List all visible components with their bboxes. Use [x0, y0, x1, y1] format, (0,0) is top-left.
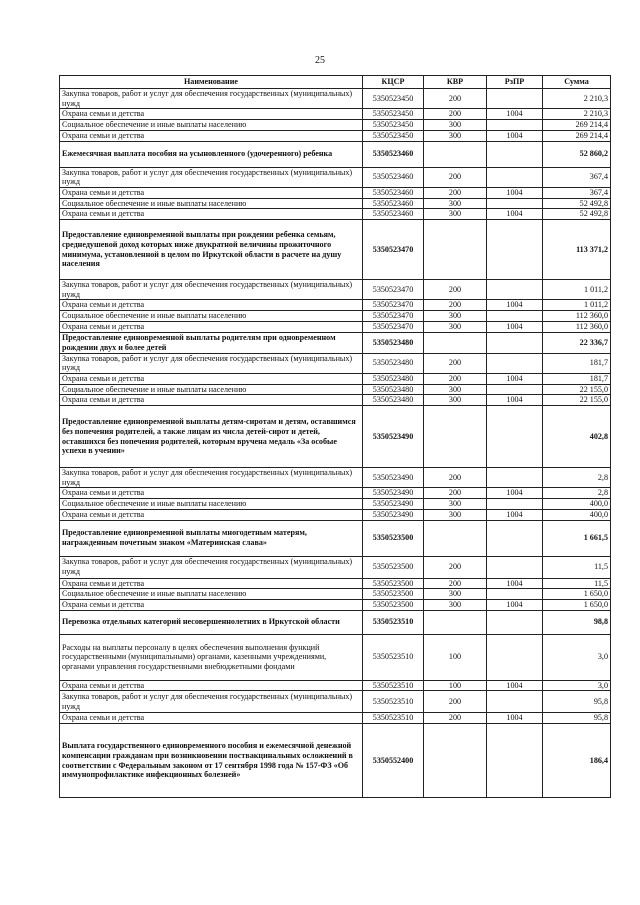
cell-name: Охрана семьи и детства	[60, 300, 363, 311]
table-header-row	[60, 76, 611, 89]
cell-name: Социальное обеспечение и иные выплаты населению	[60, 499, 363, 510]
cell-sum: 113 371,2	[543, 220, 611, 280]
table-row	[60, 680, 611, 691]
cell-sum: 1 650,0	[543, 599, 611, 610]
cell-sum: 52 492,8	[543, 198, 611, 209]
cell-sum: 1 661,5	[543, 520, 611, 556]
cell-kcsr: 5350523460	[363, 141, 424, 167]
cell-rzpr	[487, 384, 543, 395]
cell-kvr	[424, 332, 487, 353]
cell-kcsr: 5350523490	[363, 509, 424, 520]
cell-kcsr: 5350523500	[363, 599, 424, 610]
cell-kcsr: 5350523450	[363, 120, 424, 131]
table-row	[60, 578, 611, 589]
cell-rzpr	[487, 724, 543, 798]
table-row	[60, 384, 611, 395]
cell-sum: 95,8	[543, 691, 611, 713]
cell-name: Охрана семьи и детства	[60, 680, 363, 691]
cell-kvr: 300	[424, 395, 487, 406]
cell-name: Закупка товаров, работ и услуг для обеспечения государственных (муниципальных) нужд	[60, 691, 363, 713]
cell-rzpr	[487, 198, 543, 209]
table-row	[60, 141, 611, 167]
cell-name: Охрана семьи и детства	[60, 509, 363, 520]
cell-name: Расходы на выплаты персоналу в целях обеспечения выполнения функций государственными (муниципальными) органами, казенными учреждениями, органами управления государственными внебюджетными фондами	[60, 634, 363, 680]
cell-kvr: 200	[424, 556, 487, 578]
cell-sum: 1 011,2	[543, 300, 611, 311]
cell-kvr: 300	[424, 130, 487, 141]
cell-kvr	[424, 406, 487, 468]
cell-kcsr: 5350523490	[363, 488, 424, 499]
cell-kvr: 200	[424, 691, 487, 713]
cell-sum: 11,5	[543, 556, 611, 578]
table-row	[60, 332, 611, 353]
page-number: 25	[315, 55, 325, 66]
table-row	[60, 610, 611, 634]
cell-sum: 95,8	[543, 713, 611, 724]
header-rzpr: РзПР	[487, 76, 543, 89]
cell-rzpr	[487, 353, 543, 373]
cell-kvr: 200	[424, 89, 487, 109]
cell-sum: 52 860,2	[543, 141, 611, 167]
cell-kvr: 200	[424, 488, 487, 499]
cell-kcsr: 5350523450	[363, 109, 424, 120]
cell-sum: 400,0	[543, 509, 611, 520]
cell-name: Охрана семьи и детства	[60, 713, 363, 724]
cell-name: Охрана семьи и детства	[60, 109, 363, 120]
cell-kvr: 300	[424, 599, 487, 610]
cell-sum: 11,5	[543, 578, 611, 589]
cell-kvr: 300	[424, 311, 487, 322]
cell-kvr: 200	[424, 280, 487, 300]
cell-sum: 3,0	[543, 634, 611, 680]
cell-rzpr	[487, 220, 543, 280]
cell-kvr: 300	[424, 198, 487, 209]
header-kcsr: КЦСР	[363, 76, 424, 89]
cell-kcsr: 5350523500	[363, 520, 424, 556]
cell-rzpr	[487, 311, 543, 322]
cell-rzpr: 1004	[487, 373, 543, 384]
table-row	[60, 109, 611, 120]
cell-sum: 2,8	[543, 488, 611, 499]
cell-kvr: 100	[424, 634, 487, 680]
table-row	[60, 724, 611, 798]
cell-name: Ежемесячная выплата пособия на усыновленного (удочеренного) ребенка	[60, 141, 363, 167]
cell-rzpr: 1004	[487, 209, 543, 220]
cell-kvr: 300	[424, 499, 487, 510]
cell-rzpr	[487, 280, 543, 300]
table-row	[60, 488, 611, 499]
cell-sum: 2 210,3	[543, 89, 611, 109]
cell-sum: 52 492,8	[543, 209, 611, 220]
cell-name: Охрана семьи и детства	[60, 578, 363, 589]
cell-kcsr: 5350523500	[363, 578, 424, 589]
cell-rzpr: 1004	[487, 300, 543, 311]
cell-sum: 112 360,0	[543, 321, 611, 332]
cell-kvr: 200	[424, 353, 487, 373]
cell-rzpr	[487, 634, 543, 680]
table-row	[60, 520, 611, 556]
budget-table	[59, 75, 611, 798]
cell-rzpr: 1004	[487, 130, 543, 141]
cell-kcsr: 5350523470	[363, 220, 424, 280]
table-row	[60, 130, 611, 141]
cell-name: Социальное обеспечение и иные выплаты населению	[60, 384, 363, 395]
cell-kcsr: 5350523510	[363, 713, 424, 724]
cell-name: Выплата государственного единовременного пособия и ежемесячной денежной компенсации гражданам при возникновении поствакцинальных осложнений в соответствии с Федеральным законом от 17 сентября 1998 года № 157-ФЗ «Об иммунопрофилактике инфекционных болезней»	[60, 724, 363, 798]
cell-name: Социальное обеспечение и иные выплаты населению	[60, 311, 363, 322]
cell-kvr: 200	[424, 713, 487, 724]
cell-rzpr: 1004	[487, 187, 543, 198]
table-row	[60, 499, 611, 510]
cell-rzpr	[487, 167, 543, 187]
table-row	[60, 713, 611, 724]
cell-sum: 112 360,0	[543, 311, 611, 322]
cell-kcsr: 5350523470	[363, 280, 424, 300]
cell-name: Охрана семьи и детства	[60, 209, 363, 220]
table-row	[60, 691, 611, 713]
cell-kcsr: 5350523510	[363, 610, 424, 634]
cell-kcsr: 5350523510	[363, 691, 424, 713]
cell-kcsr: 5350523480	[363, 353, 424, 373]
cell-rzpr	[487, 556, 543, 578]
cell-kvr: 200	[424, 187, 487, 198]
cell-name: Перевозка отдельных категорий несовершеннолетних в Иркутской области	[60, 610, 363, 634]
cell-name: Охрана семьи и детства	[60, 395, 363, 406]
cell-kcsr: 5350523470	[363, 311, 424, 322]
cell-kcsr: 5350523480	[363, 395, 424, 406]
cell-kcsr: 5350523490	[363, 468, 424, 488]
cell-rzpr	[487, 141, 543, 167]
cell-sum: 22 336,7	[543, 332, 611, 353]
cell-sum: 181,7	[543, 353, 611, 373]
header-name: Наименование	[60, 76, 363, 89]
cell-rzpr	[487, 589, 543, 600]
cell-name: Охрана семьи и детства	[60, 187, 363, 198]
cell-kcsr: 5350523450	[363, 130, 424, 141]
cell-name: Охрана семьи и детства	[60, 373, 363, 384]
cell-rzpr	[487, 332, 543, 353]
cell-kvr: 300	[424, 509, 487, 520]
cell-sum: 181,7	[543, 373, 611, 384]
cell-sum: 98,8	[543, 610, 611, 634]
cell-rzpr: 1004	[487, 321, 543, 332]
cell-sum: 1 650,0	[543, 589, 611, 600]
cell-rzpr: 1004	[487, 680, 543, 691]
cell-rzpr: 1004	[487, 713, 543, 724]
table-row	[60, 556, 611, 578]
cell-sum: 22 155,0	[543, 384, 611, 395]
cell-kvr: 300	[424, 120, 487, 131]
cell-rzpr: 1004	[487, 395, 543, 406]
cell-name: Закупка товаров, работ и услуг для обеспечения государственных (муниципальных) нужд	[60, 468, 363, 488]
cell-rzpr	[487, 89, 543, 109]
cell-name: Предоставление единовременной выплаты детям-сиротам и детям, оставшимся без попечения родителей, а также лицам из числа детей-сирот и детей, оставшихся без попечения родителей, которым вручена медаль «За особые успехи в учении»	[60, 406, 363, 468]
table-row	[60, 599, 611, 610]
cell-sum: 367,4	[543, 167, 611, 187]
cell-kcsr: 5350523470	[363, 300, 424, 311]
table-row	[60, 353, 611, 373]
cell-rzpr	[487, 691, 543, 713]
cell-sum: 400,0	[543, 499, 611, 510]
table-row	[60, 89, 611, 109]
table-row	[60, 634, 611, 680]
cell-kcsr: 5350523460	[363, 198, 424, 209]
cell-kcsr: 5350523460	[363, 167, 424, 187]
cell-name: Предоставление единовременной выплаты при рождении ребенка семьям, среднедушевой доход которых ниже двукратной величины прожиточного минимума, установленной в целом по Иркутской области в расчете на душу населения	[60, 220, 363, 280]
cell-rzpr: 1004	[487, 599, 543, 610]
cell-sum: 186,4	[543, 724, 611, 798]
cell-name: Закупка товаров, работ и услуг для обеспечения государственных (муниципальных) нужд	[60, 556, 363, 578]
cell-rzpr	[487, 499, 543, 510]
cell-rzpr: 1004	[487, 488, 543, 499]
cell-kvr: 300	[424, 589, 487, 600]
cell-rzpr: 1004	[487, 509, 543, 520]
cell-kvr: 100	[424, 680, 487, 691]
cell-sum: 2,8	[543, 468, 611, 488]
cell-rzpr	[487, 610, 543, 634]
cell-kcsr: 5350552400	[363, 724, 424, 798]
table-row	[60, 220, 611, 280]
cell-kvr: 200	[424, 373, 487, 384]
table-row	[60, 120, 611, 131]
cell-name: Закупка товаров, работ и услуг для обеспечения государственных (муниципальных) нужд	[60, 167, 363, 187]
cell-kvr	[424, 141, 487, 167]
cell-name: Закупка товаров, работ и услуг для обеспечения государственных (муниципальных) нужд	[60, 280, 363, 300]
cell-sum: 367,4	[543, 187, 611, 198]
table-row	[60, 198, 611, 209]
table-row	[60, 373, 611, 384]
cell-name: Социальное обеспечение и иные выплаты населению	[60, 198, 363, 209]
cell-rzpr: 1004	[487, 109, 543, 120]
cell-rzpr	[487, 520, 543, 556]
cell-kvr: 200	[424, 109, 487, 120]
cell-sum: 269 214,4	[543, 130, 611, 141]
cell-sum: 3,0	[543, 680, 611, 691]
header-kvr: КВР	[424, 76, 487, 89]
cell-kcsr: 5350523500	[363, 589, 424, 600]
cell-kvr: 200	[424, 578, 487, 589]
cell-kcsr: 5350523510	[363, 634, 424, 680]
table-row	[60, 311, 611, 322]
cell-name: Охрана семьи и детства	[60, 488, 363, 499]
table-row	[60, 509, 611, 520]
cell-sum: 402,8	[543, 406, 611, 468]
cell-sum: 1 011,2	[543, 280, 611, 300]
cell-name: Социальное обеспечение и иные выплаты населению	[60, 589, 363, 600]
cell-rzpr	[487, 120, 543, 131]
cell-kvr	[424, 220, 487, 280]
cell-name: Социальное обеспечение и иные выплаты населению	[60, 120, 363, 131]
cell-kvr: 300	[424, 384, 487, 395]
table-row	[60, 395, 611, 406]
cell-kcsr: 5350523470	[363, 321, 424, 332]
cell-rzpr	[487, 468, 543, 488]
cell-sum: 2 210,3	[543, 109, 611, 120]
header-sum: Сумма	[543, 76, 611, 89]
table-row	[60, 209, 611, 220]
cell-kcsr: 5350523510	[363, 680, 424, 691]
cell-kvr	[424, 724, 487, 798]
cell-name: Охрана семьи и детства	[60, 130, 363, 141]
cell-kcsr: 5350523480	[363, 373, 424, 384]
cell-kcsr: 5350523460	[363, 209, 424, 220]
cell-name: Предоставление единовременной выплаты родителям при одновременном рождении двух и более детей	[60, 332, 363, 353]
cell-name: Охрана семьи и детства	[60, 599, 363, 610]
cell-kvr	[424, 520, 487, 556]
cell-kcsr: 5350523450	[363, 89, 424, 109]
table-row	[60, 468, 611, 488]
table-row	[60, 321, 611, 332]
cell-name: Предоставление единовременной выплаты многодетным матерям, награжденным почетным знаком «Материнская слава»	[60, 520, 363, 556]
table-row	[60, 167, 611, 187]
cell-kvr: 300	[424, 209, 487, 220]
table-row	[60, 589, 611, 600]
cell-rzpr	[487, 406, 543, 468]
cell-kcsr: 5350523500	[363, 556, 424, 578]
table-body	[60, 89, 611, 798]
cell-name: Охрана семьи и детства	[60, 321, 363, 332]
cell-kvr	[424, 610, 487, 634]
cell-rzpr: 1004	[487, 578, 543, 589]
table-row	[60, 187, 611, 198]
cell-kvr: 200	[424, 167, 487, 187]
cell-name: Закупка товаров, работ и услуг для обеспечения государственных (муниципальных) нужд	[60, 89, 363, 109]
cell-kvr: 200	[424, 300, 487, 311]
cell-kvr: 300	[424, 321, 487, 332]
cell-kcsr: 5350523480	[363, 384, 424, 395]
cell-kcsr: 5350523490	[363, 406, 424, 468]
cell-kcsr: 5350523480	[363, 332, 424, 353]
cell-name: Закупка товаров, работ и услуг для обеспечения государственных (муниципальных) нужд	[60, 353, 363, 373]
cell-kcsr: 5350523460	[363, 187, 424, 198]
table-row	[60, 406, 611, 468]
cell-kcsr: 5350523490	[363, 499, 424, 510]
table-row	[60, 300, 611, 311]
cell-sum: 269 214,4	[543, 120, 611, 131]
cell-sum: 22 155,0	[543, 395, 611, 406]
cell-kvr: 200	[424, 468, 487, 488]
table-row	[60, 280, 611, 300]
